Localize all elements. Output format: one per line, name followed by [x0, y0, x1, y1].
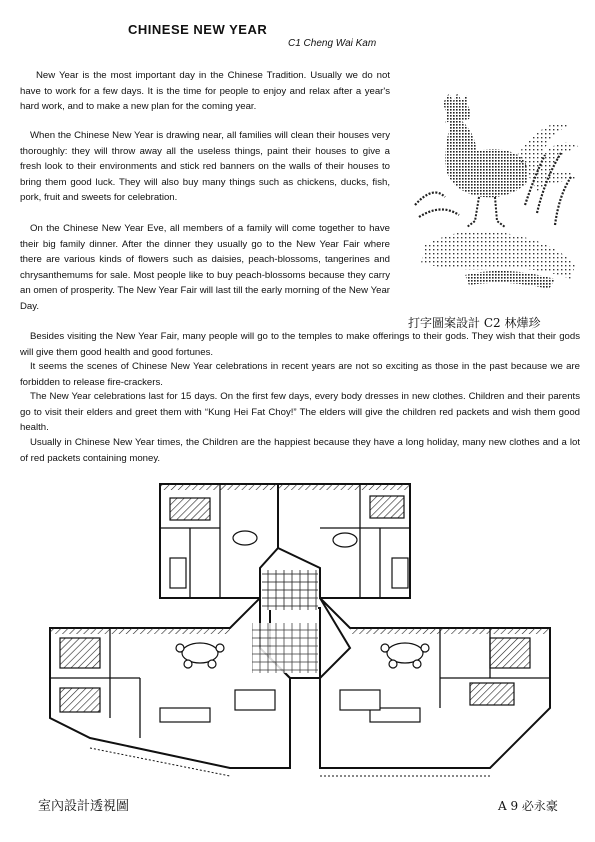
paragraph-5: It seems the scenes of Chinese New Year celebrations in recent years are not so exciting as those in the past because we are forbidden to release fire-crackers.	[20, 361, 580, 388]
author-byline: C1 Cheng Wai Kam	[288, 38, 377, 49]
interior-floorplan-drawing	[20, 478, 576, 783]
floorplan-credit: A 9 必永豪	[498, 799, 558, 813]
floorplan-caption: 室內設計透視圖	[38, 799, 130, 814]
page-title: CHINESE NEW YEAR	[128, 22, 268, 37]
rooster-typewriter-art	[405, 85, 585, 315]
paragraph-3: On the Chinese New Year Eve, all members of a family will come together to have their big family dinner. After the dinner they usually go to the New Year Fair where there are various kinds of flowers such as daisies, peach-blossoms, tangerines and chrysanthemums for sale. Most people like to buy peach-blossoms because they carry an omen of prosperity. The New Year Fair will last till the early morning of the New Year Day.	[20, 223, 390, 312]
paragraph-7: Usually in Chinese New Year times, the Children are the happiest because they have a long holiday, many new clothes and a lot of red packets containing money.	[20, 437, 580, 464]
paragraph-4: Besides visiting the New Year Fair, many people will go to the temples to make offerings to their gods. They wish that their gods will give them good health and good fortunes.	[20, 331, 580, 358]
paragraph-2: When the Chinese New Year is drawing near, all families will clean their houses very thoroughly: they will throw away all the useless things, paint their houses to give a fresh look to their environments and stick red banners on the walls of their houses to bring them good luck. They will also buy many things such as chickens, ducks, fish, pork, fruit and sweets for celebration.	[20, 130, 390, 204]
art-caption: 打字圖案設計 C2 林燁珍	[408, 316, 541, 330]
paragraph-1: New Year is the most important day in the Chinese Tradition. Usually we do not have to work for a few days. It is the time for people to enjoy and relax after a year's hard work, and to make a new plan for the coming year.	[20, 70, 390, 113]
paragraph-6: The New Year celebrations last for 15 days. On the first few days, every body dresses in new clothes. Children and their parents go to visit their elders and greet them with “Kung Hei Fat Choy!” The elders will give the children red packets and wish them good health.	[20, 391, 580, 434]
